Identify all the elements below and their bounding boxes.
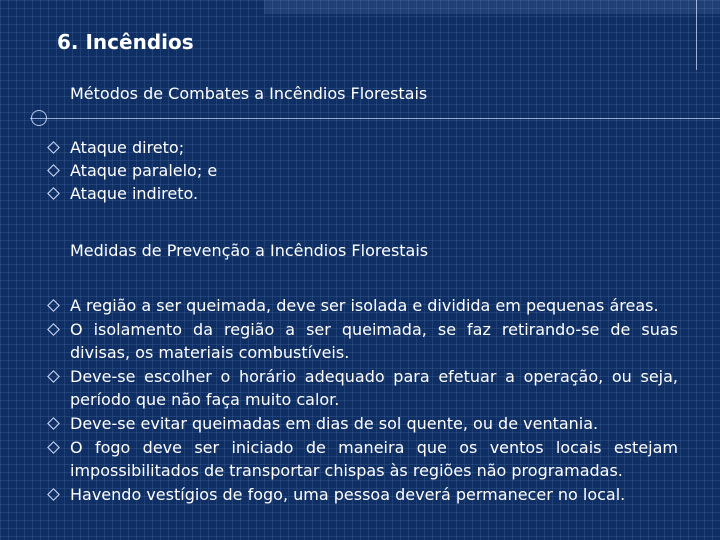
section-heading-combat-methods: Métodos de Combates a Incêndios Florestais bbox=[70, 84, 428, 103]
list-item bbox=[48, 159, 688, 182]
decorative-horizontal-line bbox=[30, 118, 720, 119]
list-item-text: A região a ser queimada, deve ser isolada e dividida em pequenas áreas. bbox=[70, 296, 659, 315]
diamond-bullet-icon bbox=[47, 417, 60, 430]
list-item-text: O isolamento da região a ser queimada, se faz retirando-se de suas divisas, os materiais combustíveis. bbox=[70, 320, 678, 362]
list-item bbox=[48, 318, 678, 364]
list-item bbox=[48, 436, 678, 482]
diamond-bullet-icon bbox=[47, 187, 60, 200]
list-item-text: Ataque paralelo; e bbox=[70, 161, 218, 180]
list-item bbox=[48, 136, 688, 159]
list-item-text: Havendo vestígios de fogo, uma pessoa deverá permanecer no local. bbox=[70, 485, 626, 504]
list-item bbox=[48, 294, 678, 317]
diamond-bullet-icon bbox=[47, 141, 60, 154]
list-item-text: Ataque direto; bbox=[70, 138, 185, 157]
list-item bbox=[48, 412, 678, 435]
prevention-measures-list bbox=[48, 294, 678, 507]
diamond-bullet-icon bbox=[47, 488, 60, 501]
decorative-vertical-line bbox=[696, 0, 697, 70]
section-heading-prevention-measures: Medidas de Prevenção a Incêndios Florestais bbox=[70, 241, 429, 260]
list-item bbox=[48, 365, 678, 411]
list-item-text: Deve-se escolher o horário adequado para efetuar a operação, ou seja, período que não faça muito calor. bbox=[70, 367, 678, 409]
list-item bbox=[48, 483, 678, 506]
diamond-bullet-icon bbox=[47, 164, 60, 177]
combat-methods-list bbox=[48, 136, 688, 205]
diamond-bullet-icon bbox=[47, 370, 60, 383]
diamond-bullet-icon bbox=[47, 441, 60, 454]
diamond-bullet-icon bbox=[47, 299, 60, 312]
list-item-text: O fogo deve ser iniciado de maneira que os ventos locais estejam impossibilitados de transportar chispas às regiões não programadas. bbox=[70, 438, 678, 480]
list-item bbox=[48, 182, 688, 205]
list-item-text: Deve-se evitar queimadas em dias de sol quente, ou de ventania. bbox=[70, 414, 599, 433]
diamond-bullet-icon bbox=[47, 323, 60, 336]
decorative-circle-icon bbox=[31, 110, 47, 126]
list-item-text: Ataque indireto. bbox=[70, 184, 199, 203]
decorative-header-band bbox=[264, 0, 720, 14]
slide-title: 6. Incêndios bbox=[57, 30, 194, 54]
